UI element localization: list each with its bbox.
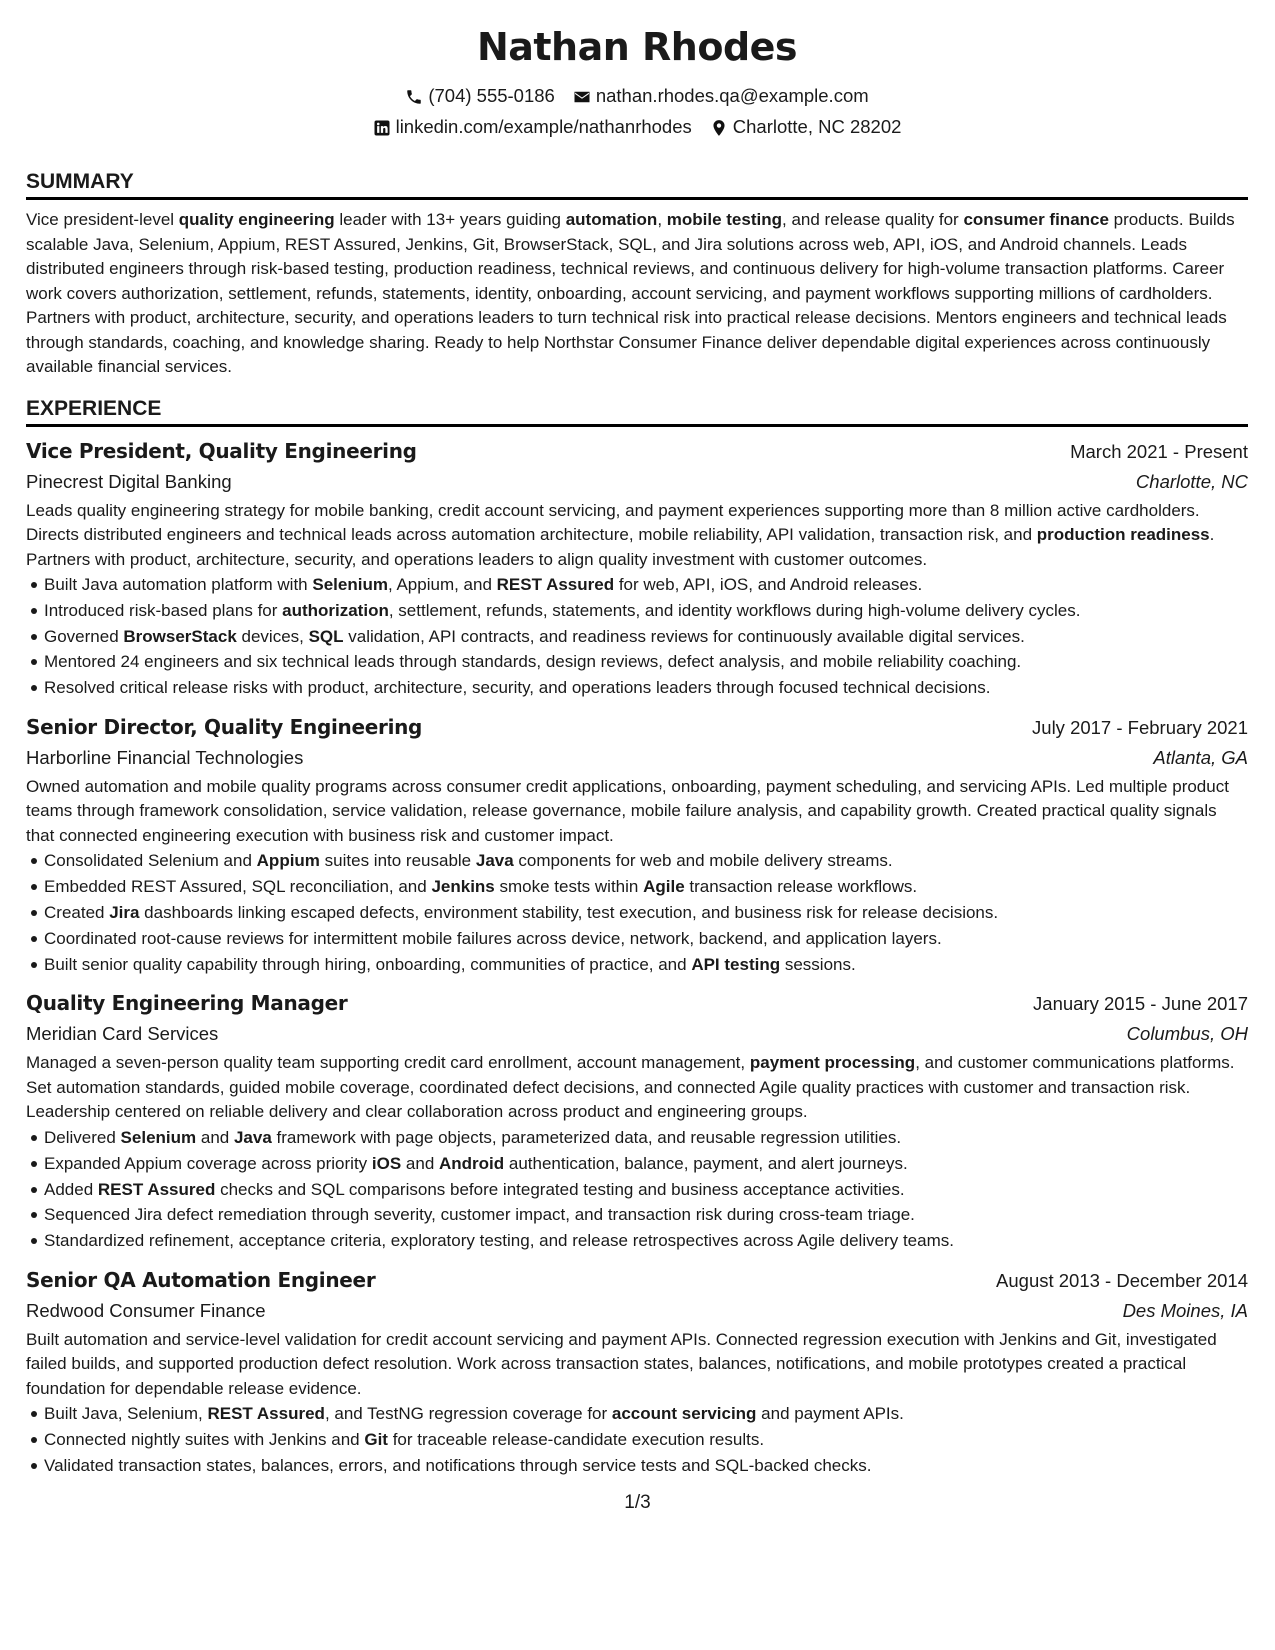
resume-page [26, 18, 1248, 1479]
job-bullets [26, 848, 1248, 977]
phone-contact [405, 87, 555, 106]
map-marker-icon [710, 119, 728, 137]
experience-list [26, 436, 1248, 1479]
job-dates: July 2017 - February 2021 [1032, 716, 1248, 738]
bullet-item: Expanded Appium coverage across priority iOS and Android authentication, balance, payment, and alert journeys. [44, 1151, 1248, 1177]
job-description: Leads quality engineering strategy for mobile banking, credit account servicing, and payment experiences supporting more than 8 million active cardholders. Directs distributed engineers and technical leads across automation architecture, mobile reliability, API validation, transaction risk, and production readiness. Partners with product, architecture, security, and operations leaders to align quality investment with customer outcomes. [26, 500, 1215, 569]
email-contact [573, 87, 869, 106]
bullet-item: Sequenced Jira defect remediation through severity, customer impact, and transaction risk during cross-team triage. [44, 1202, 1248, 1228]
email-address[interactable]: nathan.rhodes.qa@example.com [595, 85, 869, 107]
bullet-item: Validated transaction states, balances, errors, and notifications through service tests and SQL-backed checks. [44, 1453, 1248, 1479]
bullet-item: Mentored 24 engineers and six technical leads through standards, design reviews, defect analysis, and mobile reliability coaching. [44, 649, 1248, 675]
job-title: Senior Director, Quality Engineering [26, 714, 423, 739]
contact-row-2 [26, 112, 1248, 143]
job-location: Charlotte, NC [1135, 470, 1248, 492]
bullet-item: Standardized refinement, acceptance criteria, exploratory testing, and release retrospectives across Agile delivery teams. [44, 1228, 1248, 1254]
job-description: Managed a seven-person quality team supporting credit card enrollment, account management, payment processing, and customer communications platforms. Set automation standards, guided mobile coverage, coordinated defect decisions, and connected Agile quality practices with customer and transaction risk. Leadership centered on reliable delivery and clear collaboration across product and engineering groups. [26, 1053, 1235, 1122]
bullet-item: Connected nightly suites with Jenkins and Git for traceable release-candidate execution results. [44, 1427, 1248, 1453]
job-company: Harborline Financial Technologies [26, 746, 304, 768]
job-entry [26, 712, 1248, 977]
job-bullets [26, 1401, 1248, 1478]
bullet-item: Added REST Assured checks and SQL comparisons before integrated testing and business acceptance activities. [44, 1177, 1248, 1203]
experience-heading: EXPERIENCE [26, 398, 1248, 427]
job-dates: March 2021 - Present [1070, 440, 1248, 462]
job-entry [26, 988, 1248, 1253]
job-description: Built automation and service-level validation for credit account servicing and payment APIs. Connected regression execution with Jenkins and Git, investigated failed builds, and supported production defect resolution. Work across transaction states, balances, notifications, and mobile prototypes created a practical foundation for dependable release evidence. [26, 1329, 1217, 1398]
job-subheader [26, 1018, 1248, 1049]
bullet-item: Consolidated Selenium and Appium suites into reusable Java components for web and mobile delivery streams. [44, 848, 1248, 874]
bullet-item: Built Java automation platform with Selenium, Appium, and REST Assured for web, API, iOS, and Android releases. [44, 572, 1248, 598]
job-header [26, 988, 1248, 1018]
job-entry [26, 436, 1248, 701]
bullet-item: Introduced risk-based plans for authorization, settlement, refunds, statements, and identity workflows during high-volume delivery cycles. [44, 598, 1248, 624]
job-subheader [26, 742, 1248, 773]
envelope-icon [573, 88, 591, 106]
job-subheader [26, 466, 1248, 497]
job-location: Columbus, OH [1126, 1023, 1248, 1045]
job-dates: August 2013 - December 2014 [996, 1269, 1248, 1291]
linkedin-contact [373, 118, 692, 137]
job-company: Pinecrest Digital Banking [26, 470, 232, 492]
candidate-name: Nathan Rhodes [476, 25, 798, 69]
job-location: Atlanta, GA [1153, 746, 1248, 768]
bullet-item: Governed BrowserStack devices, SQL validation, API contracts, and readiness reviews for continuously available digital services. [44, 624, 1248, 650]
location-contact [710, 118, 902, 137]
bullet-item: Created Jira dashboards linking escaped defects, environment stability, test execution, and business risk for release decisions. [44, 900, 1248, 926]
job-subheader [26, 1295, 1248, 1326]
job-title: Vice President, Quality Engineering [26, 438, 417, 463]
summary-heading: SUMMARY [26, 171, 1248, 200]
location-text: Charlotte, NC 28202 [732, 116, 902, 138]
bullet-item: Delivered Selenium and Java framework with page objects, parameterized data, and reusable regression utilities. [44, 1125, 1248, 1151]
bullet-item: Built Java, Selenium, REST Assured, and TestNG regression coverage for account servicing and payment APIs. [44, 1401, 1248, 1427]
summary-text: Vice president-level quality engineering leader with 13+ years guiding automation, mobile testing, and release quality for consumer finance products. Builds scalable Java, Selenium, Appium, REST Assured, Jenkins, Git, BrowserStack, SQL, and Jira solutions across web, API, iOS, and Android channels. Leads distributed engineers through risk-based testing, production readiness, technical reviews, and continuous delivery for high-volume transaction platforms. Career work covers authorization, settlement, refunds, statements, identity, onboarding, account servicing, and payment workflows supporting millions of cardholders. Partners with product, architecture, security, and operations leaders to turn technical risk into practical release decisions. Mentors engineers and technical leads through standards, coaching, and knowledge sharing. Ready to help Northstar Consumer Finance deliver dependable digital experiences across continuously available financial services. [26, 210, 1235, 376]
linkedin-url[interactable]: linkedin.com/example/nathanrhodes [395, 116, 692, 138]
job-company: Redwood Consumer Finance [26, 1299, 266, 1321]
bullet-item: Coordinated root-cause reviews for intermittent mobile failures across device, network, backend, and application layers. [44, 926, 1248, 952]
bullet-item: Built senior quality capability through hiring, onboarding, communities of practice, and API testing sessions. [44, 952, 1248, 978]
job-header [26, 436, 1248, 466]
phone-icon [405, 88, 423, 106]
bullet-item: Resolved critical release risks with product, architecture, security, and operations leaders through focused technical decisions. [44, 675, 1248, 701]
linkedin-icon [373, 119, 391, 137]
job-title: Quality Engineering Manager [26, 991, 348, 1016]
bullet-item: Embedded REST Assured, SQL reconciliation, and Jenkins smoke tests within Agile transaction release workflows. [44, 874, 1248, 900]
job-company: Meridian Card Services [26, 1023, 219, 1045]
phone-number[interactable]: (704) 555-0186 [428, 85, 555, 107]
job-bullets [26, 572, 1248, 701]
job-bullets [26, 1125, 1248, 1254]
job-location: Des Moines, IA [1122, 1299, 1248, 1321]
job-title: Senior QA Automation Engineer [26, 1267, 376, 1292]
job-header [26, 1265, 1248, 1295]
job-header [26, 712, 1248, 742]
job-entry [26, 1265, 1248, 1479]
job-dates: January 2015 - June 2017 [1033, 993, 1248, 1015]
job-description: Owned automation and mobile quality programs across consumer credit applications, onboarding, payment scheduling, and servicing APIs. Led multiple product teams through framework consolidation, service validation, release governance, mobile failure analysis, and capability growth. Created practical quality signals that connected engineering execution with business risk and customer impact. [26, 776, 1229, 845]
contact-row-1 [26, 81, 1248, 112]
page-number: 1/3 [624, 1492, 651, 1513]
